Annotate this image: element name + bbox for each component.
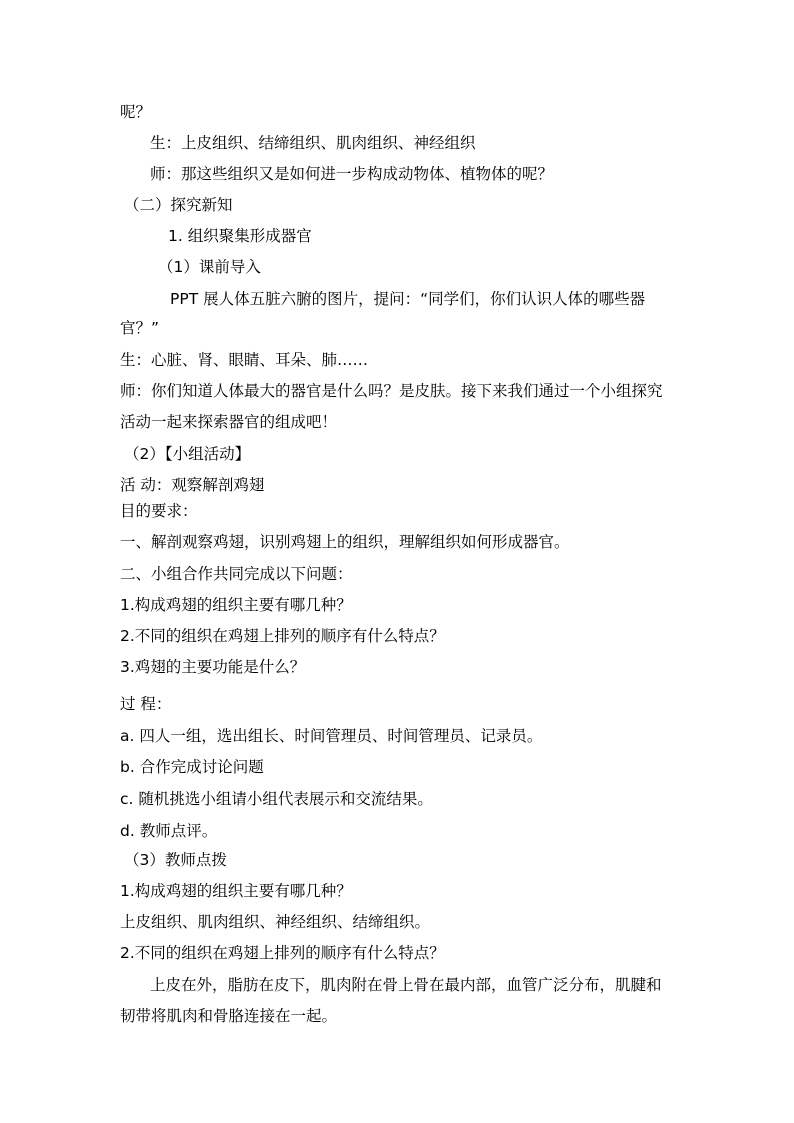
text-line: 活动一起来探索器官的组成吧！ [120, 413, 338, 431]
text-line: 师：那这些组织又是如何进一步构成动物体、植物体的呢？ [150, 165, 554, 183]
list-item: a. 四人一组，选出组长、时间管理员、时间管理员、记录员。 [120, 727, 543, 745]
list-item: 1.构成鸡翅的组织主要有哪几种？ [120, 882, 352, 900]
list-item: 2.不同的组织在鸡翅上排列的顺序有什么特点？ [120, 944, 445, 962]
text-line: 上皮在外，脂肪在皮下，肌肉附在骨上骨在最内部，血管广泛分布，肌腱和 [150, 976, 662, 994]
text-line: 上皮组织、肌肉组织、神经组织、结缔组织。 [120, 913, 431, 931]
text-line: 官？” [120, 319, 160, 337]
subsection-heading: 1. 组织聚集形成器官 [168, 227, 312, 245]
list-item: 2.不同的组织在鸡翅上排列的顺序有什么特点？ [120, 627, 445, 645]
text-line: PPT 展人体五脏六腑的图片，提问：“同学们，你们认识人体的哪些器 [170, 290, 646, 308]
list-item: d. 教师点评。 [120, 822, 218, 840]
text-line: 二、小组合作共同完成以下问题： [120, 565, 353, 583]
text-line: 韧带将肌肉和骨胳连接在一起。 [120, 1007, 338, 1025]
text-line: 生：心脏、肾、眼睛、耳朵、肺…… [120, 351, 369, 369]
text-line: 活 动：观察解剖鸡翅 [120, 476, 265, 494]
text-line: 师：你们知道人体最大的器官是什么吗？是皮肤。接下来我们通过一个小组探究 [120, 382, 663, 400]
section-heading: （3）教师点拨 [124, 851, 227, 869]
section-heading: （二）探究新知 [124, 196, 233, 214]
list-item: c. 随机挑选小组请小组代表展示和交流结果。 [120, 790, 433, 808]
text-line: 过 程： [120, 695, 172, 713]
text-line: 呢？ [120, 103, 152, 121]
text-line: 目的要求： [120, 502, 198, 520]
list-item: b. 合作完成讨论问题 [120, 758, 264, 776]
text-line: 一、解剖观察鸡翅，识别鸡翅上的组织，理解组织如何形成器官。 [120, 533, 570, 551]
section-heading: （2）【小组活动】 [124, 445, 251, 463]
subsection-heading: （1）课前导入 [158, 258, 261, 276]
text-line: 生：上皮组织、结缔组织、肌肉组织、神经组织 [150, 134, 476, 152]
list-item: 3.鸡翅的主要功能是什么？ [120, 658, 306, 676]
list-item: 1.构成鸡翅的组织主要有哪几种？ [120, 596, 352, 614]
